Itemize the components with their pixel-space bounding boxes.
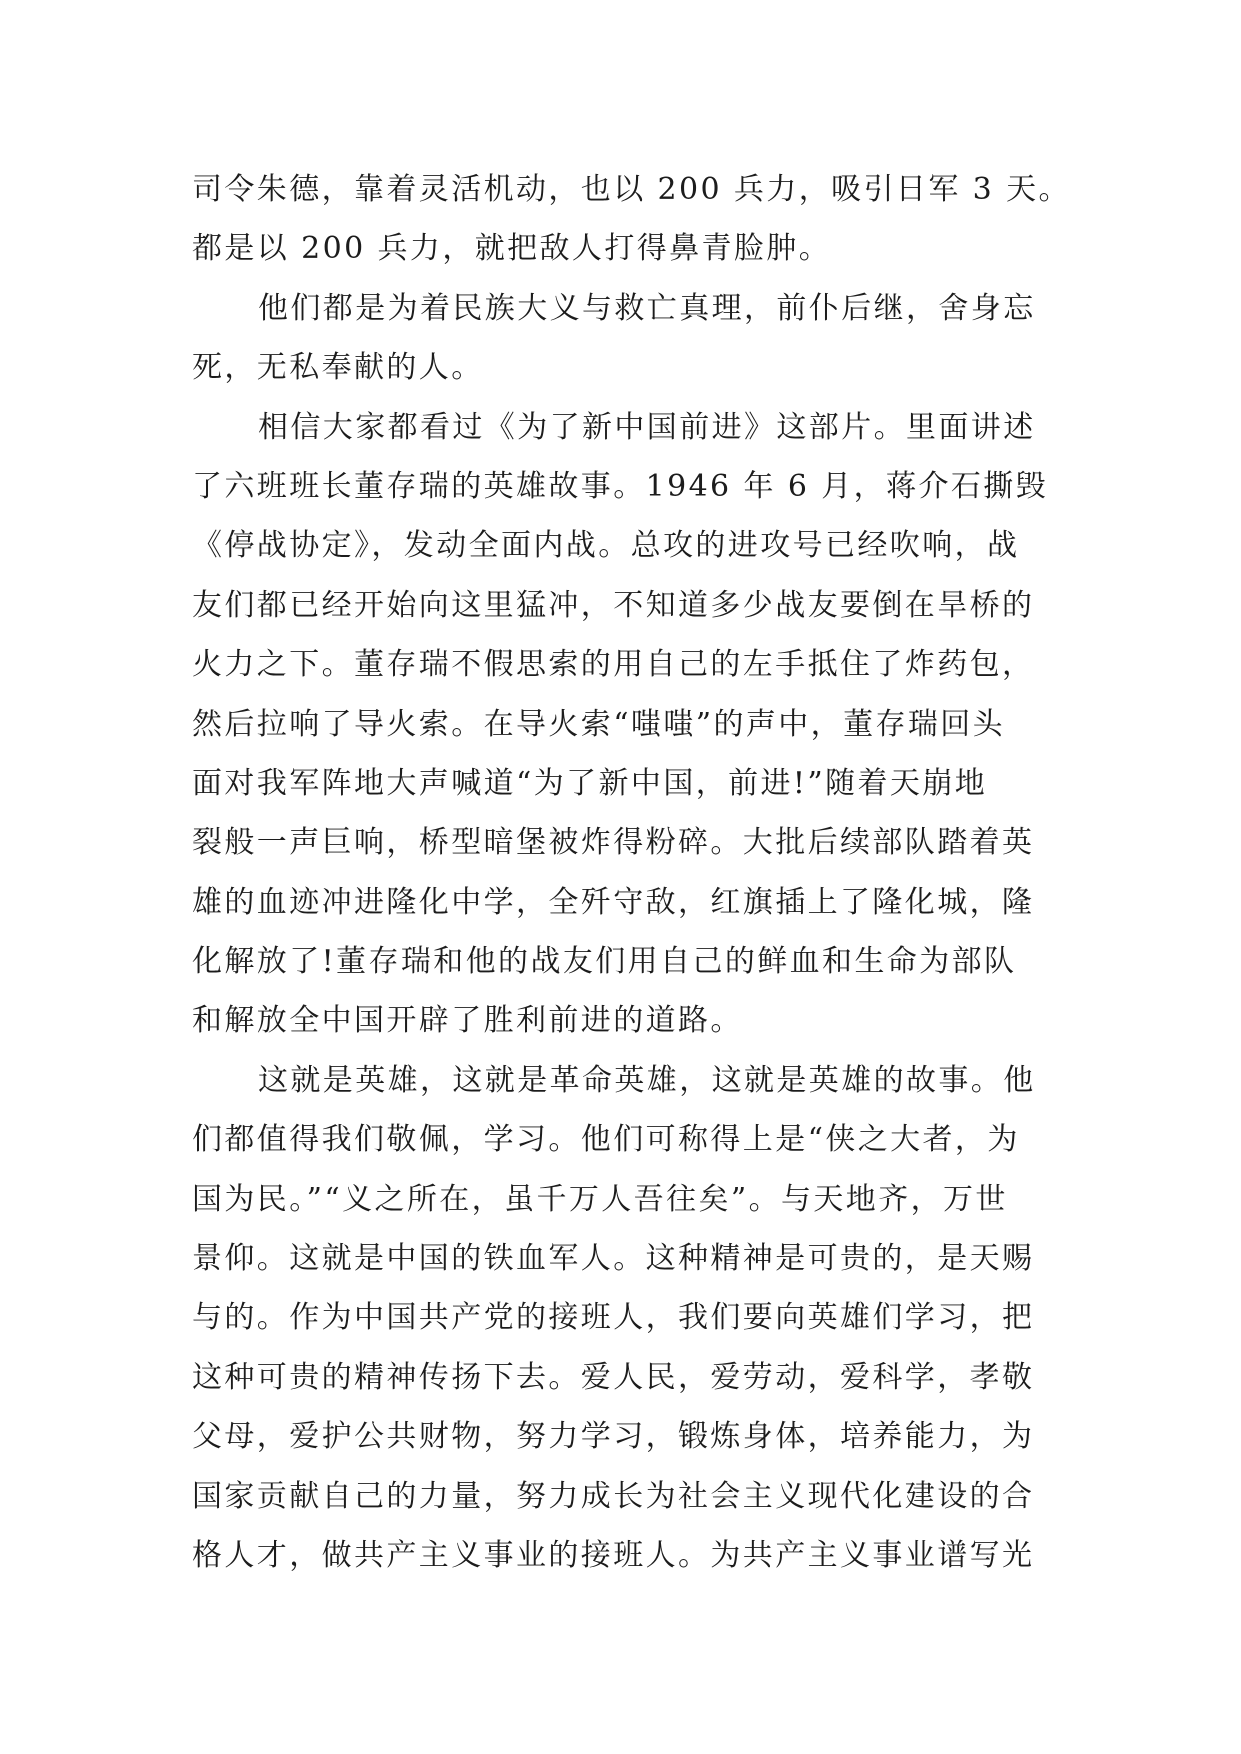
text-line: 景仰。这就是中国的铁血军人。这种精神是可贵的，是天赐 [192, 1241, 1035, 1277]
text-line: 国为民。”“义之所在，虽千万人吾往矣”。与天地齐，万世 [192, 1181, 1008, 1217]
text-line: 友们都已经开始向这里猛冲，不知道多少战友要倒在旱桥的 [192, 587, 1035, 623]
text-line: 们都值得我们敬佩，学习。他们可称得上是“侠之大者，为 [192, 1122, 1020, 1158]
text-line: 与的。作为中国共产党的接班人，我们要向英雄们学习，把 [192, 1300, 1035, 1336]
text-line: 《停战协定》，发动全面内战。总攻的进攻号已经吹响，战 [192, 528, 1020, 564]
text-line: 化解放了!董存瑞和他的战友们用自己的鲜血和生命为部队 [192, 944, 1017, 980]
text-line: 死，无私奉献的人。 [192, 350, 484, 386]
text-line: 父母，爱护公共财物，努力学习，锻炼身体，培养能力，为 [192, 1419, 1035, 1455]
text-line: 裂般一声巨响，桥型暗堡被炸得粉碎。大批后续部队踏着英 [192, 825, 1035, 861]
text-line: 了六班班长董存瑞的英雄故事。1946 年 6 月，蒋介石撕毁 [192, 468, 1049, 504]
text-line: 司令朱德，靠着灵活机动，也以 200 兵力，吸引日军 3 天。 [192, 172, 1071, 207]
text-line: 雄的血迹冲进隆化中学，全歼守敌，红旗插上了隆化城，隆 [192, 884, 1035, 920]
text-line: 这就是英雄，这就是革命英雄，这就是英雄的故事。他 [258, 1062, 1036, 1098]
text-line: 他们都是为着民族大义与救亡真理，前仆后继，舍身忘 [258, 290, 1036, 326]
text-line: 和解放全中国开辟了胜利前进的道路。 [192, 1003, 743, 1039]
text-line: 面对我军阵地大声喊道“为了新中国，前进!”随着天崩地 [192, 765, 988, 801]
text-line: 然后拉响了导火索。在导火索“嗤嗤”的声中，董存瑞回头 [192, 706, 1006, 742]
text-line: 这种可贵的精神传扬下去。爱人民，爱劳动，爱科学，孝敬 [192, 1359, 1035, 1395]
text-line: 国家贡献自己的力量，努力成长为社会主义现代化建设的合 [192, 1478, 1035, 1514]
text-line: 相信大家都看过《为了新中国前进》这部片。里面讲述 [258, 409, 1036, 445]
text-line: 火力之下。董存瑞不假思索的用自己的左手抵住了炸药包， [192, 647, 1035, 683]
text-line: 格人才，做共产主义事业的接班人。为共产主义事业谱写光 [192, 1537, 1035, 1573]
text-line: 都是以 200 兵力，就把敌人打得鼻青脸肿。 [192, 231, 832, 267]
document-body [192, 160, 1072, 1585]
